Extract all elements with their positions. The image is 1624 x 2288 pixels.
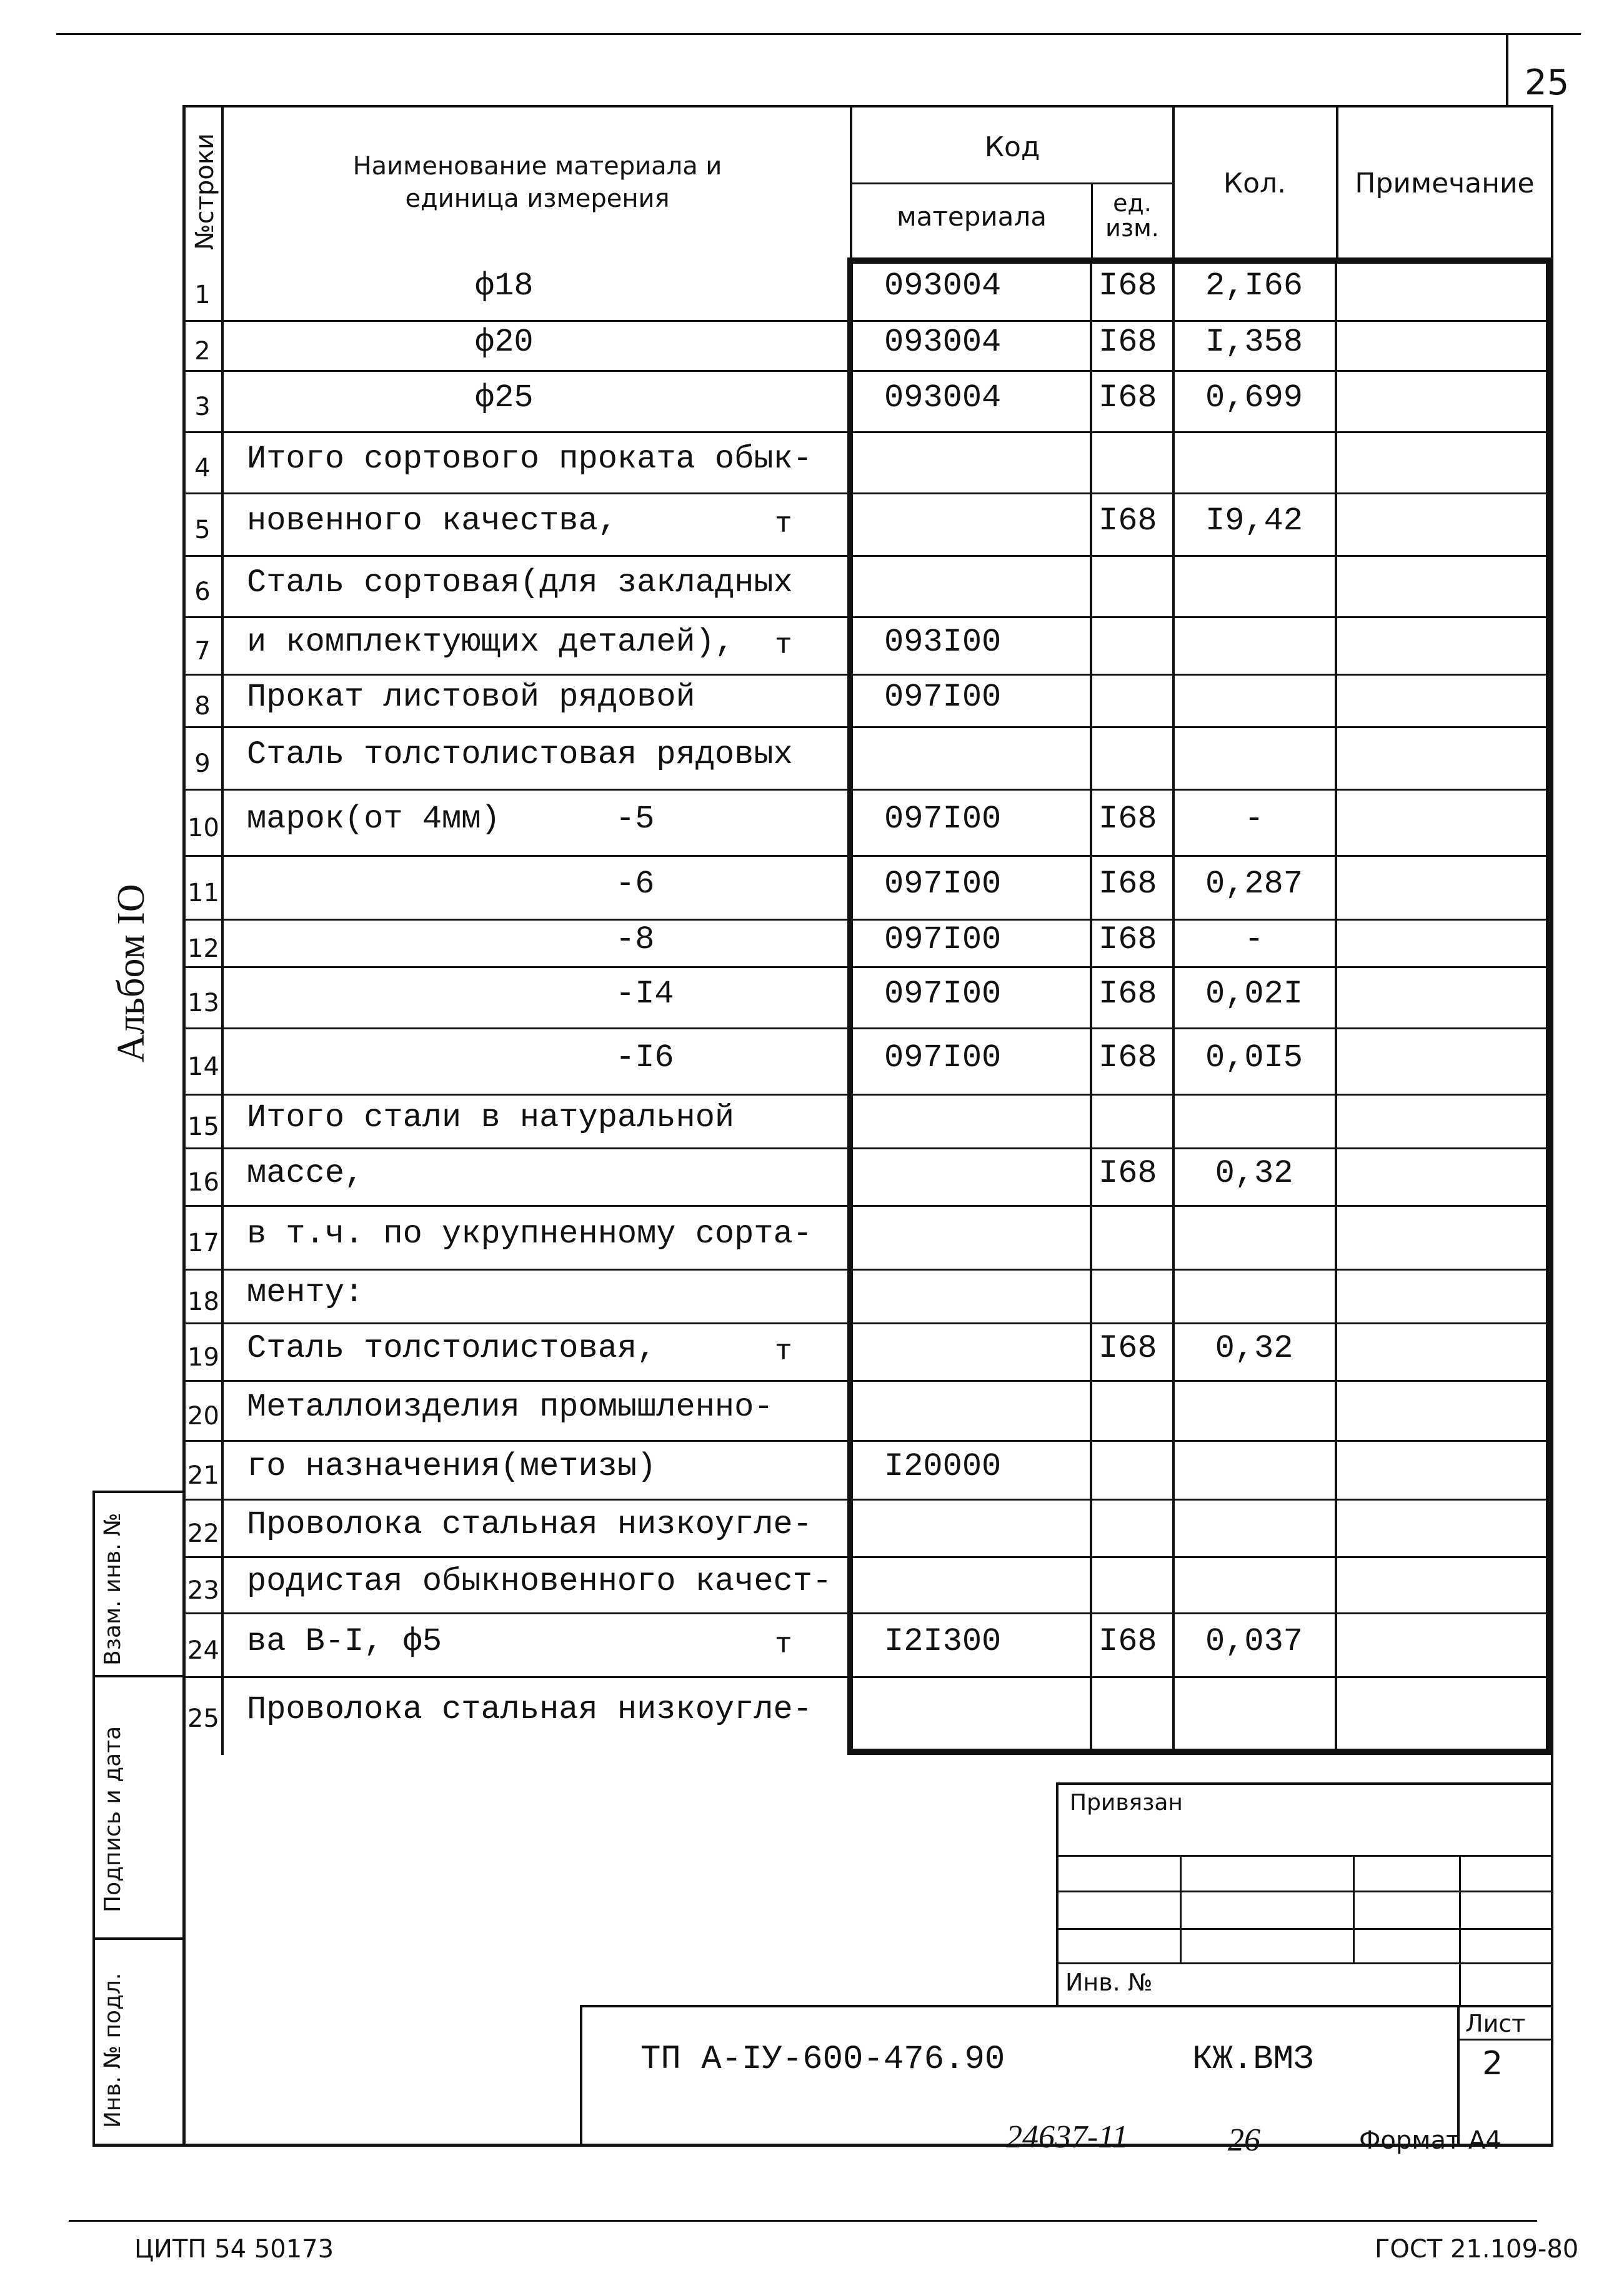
row-name: и комплектующих деталей),: [247, 624, 735, 661]
stamp-sign: Подпись и дата: [100, 1726, 126, 1912]
row-name: Сталь сортовая(для закладных: [247, 564, 793, 601]
row-thickness: -I4: [615, 976, 674, 1012]
header-code-material: материала: [896, 201, 1047, 232]
row-quantity: 2,I66: [1205, 267, 1303, 304]
header-note: Примечание: [1355, 167, 1535, 199]
row-material-code: 093004: [884, 324, 1002, 361]
row-name: марок(от 4мм): [247, 801, 501, 837]
row-name: Сталь толстолистовая рядовых: [247, 736, 793, 773]
row-quantity: I,358: [1205, 324, 1303, 361]
row-unit-t: т: [775, 629, 792, 662]
row-material-code: 097I00: [884, 679, 1002, 716]
row-unit-code: I68: [1098, 1155, 1157, 1192]
row-number: 23: [187, 1576, 219, 1605]
row-quantity: 0,32: [1215, 1155, 1293, 1192]
row-number: 2: [194, 337, 211, 366]
sheet-label: Лист: [1465, 2010, 1526, 2037]
row-name: Проволока стальная низкоугле-: [247, 1691, 812, 1728]
row-name: в т.ч. по укрупненному сорта-: [247, 1216, 812, 1252]
row-number: 9: [194, 749, 211, 778]
row-number: 8: [194, 692, 211, 721]
header-code-unit: ед. изм.: [1105, 189, 1159, 242]
row-name: новенного качества,: [247, 502, 617, 539]
header-name: Наименование материала и единица измерения: [352, 152, 722, 213]
row-material-code: 097I00: [884, 921, 1002, 958]
row-quantity: 0,0I5: [1205, 1039, 1303, 1076]
page-number: 25: [1525, 62, 1570, 103]
row-number: 21: [187, 1461, 219, 1490]
row-number: 12: [187, 934, 219, 963]
row-number: 10: [187, 814, 219, 842]
row-material-code: 097I00: [884, 1039, 1002, 1076]
format-label: Формат А4: [1359, 2126, 1502, 2155]
row-number: 22: [187, 1519, 219, 1548]
row-number: 7: [194, 637, 211, 666]
row-quantity: 0,037: [1205, 1623, 1303, 1660]
doc-number: ТП А-IУ-600-476.90: [640, 2041, 1005, 2079]
row-number: 6: [194, 577, 211, 606]
row-unit-code: I68: [1098, 1623, 1157, 1660]
row-quantity: -: [1244, 921, 1264, 958]
row-number: 4: [194, 454, 211, 482]
row-number: 11: [187, 879, 219, 907]
row-material-code: 093004: [884, 379, 1002, 416]
sheet-number: 2: [1482, 2045, 1503, 2082]
row-unit-code: I68: [1098, 866, 1157, 902]
row-name: ф25: [475, 379, 534, 416]
row-number: 19: [187, 1343, 219, 1372]
row-number: 24: [187, 1636, 219, 1665]
row-material-code: 093004: [884, 267, 1002, 304]
row-quantity: -: [1244, 801, 1264, 837]
row-thickness: -I6: [615, 1039, 674, 1076]
row-unit-code: I68: [1098, 379, 1157, 416]
row-thickness: -8: [615, 921, 655, 958]
handwritten-number-2: 26: [1228, 2122, 1260, 2158]
row-number: 5: [194, 516, 211, 544]
row-name: массе,: [247, 1155, 364, 1192]
footer-left: ЦИТП 54 50173: [134, 2235, 334, 2264]
row-name: Итого сортового проката обык-: [247, 441, 812, 477]
row-unit-t: т: [775, 1336, 792, 1368]
row-name: Проволока стальная низкоугле-: [247, 1506, 812, 1543]
stamp-swap: Взам. инв. №: [100, 1512, 126, 1666]
row-number: 20: [187, 1402, 219, 1431]
row-name: го назначения(метизы): [247, 1448, 657, 1485]
row-number: 1: [194, 281, 211, 309]
row-material-code: 093I00: [884, 624, 1002, 661]
row-number: 16: [187, 1168, 219, 1197]
row-name: менту:: [247, 1274, 364, 1311]
row-material-code: 097I00: [884, 866, 1002, 902]
row-unit-t: т: [775, 508, 792, 541]
album-label: Альбом IO: [110, 884, 152, 1062]
row-number: 3: [194, 392, 211, 421]
row-number: 17: [187, 1229, 219, 1257]
row-quantity: I9,42: [1205, 502, 1303, 539]
row-unit-code: I68: [1098, 976, 1157, 1012]
row-name: Итого стали в натуральной: [247, 1099, 735, 1136]
row-quantity: 0,32: [1215, 1330, 1293, 1367]
row-quantity: 0,699: [1205, 379, 1303, 416]
row-unit-code: I68: [1098, 267, 1157, 304]
row-number: 13: [187, 989, 219, 1017]
row-quantity: 0,287: [1205, 866, 1303, 902]
stamp-inv: Инв. № подл.: [100, 1972, 126, 2128]
header-qty: Кол.: [1223, 167, 1287, 199]
row-material-code: I20000: [884, 1448, 1002, 1485]
row-name: ф20: [475, 324, 534, 361]
row-name: Металлоизделия промышленно-: [247, 1389, 774, 1426]
row-quantity: 0,02I: [1205, 976, 1303, 1012]
footer-right: ГОСТ 21.109-80: [1375, 2235, 1579, 2264]
row-material-code: 097I00: [884, 801, 1002, 837]
row-number: 18: [187, 1287, 219, 1316]
row-material-code: I2I300: [884, 1623, 1002, 1660]
row-unit-t: т: [775, 1629, 792, 1661]
row-unit-code: I68: [1098, 324, 1157, 361]
row-thickness: -6: [615, 866, 655, 902]
doc-code: КЖ.ВМЗ: [1192, 2041, 1314, 2079]
row-unit-code: I68: [1098, 921, 1157, 958]
row-name: Сталь толстолистовая,: [247, 1330, 657, 1367]
row-number: 15: [187, 1112, 219, 1141]
row-name: ва В-I, ф5: [247, 1623, 442, 1660]
handwritten-number: 24637-11: [1006, 2119, 1128, 2155]
row-name: родистая обыкновенного качест-: [247, 1563, 832, 1600]
header-row-no: №строки: [191, 133, 219, 250]
row-material-code: 097I00: [884, 976, 1002, 1012]
row-number: 25: [187, 1704, 219, 1733]
header-code: Код: [984, 131, 1040, 163]
bound-label: Привязан: [1070, 1790, 1183, 1816]
inv-no-label: Инв. №: [1065, 1969, 1153, 1996]
row-name: Прокат листовой рядовой: [247, 679, 695, 716]
row-name: ф18: [475, 267, 534, 304]
row-unit-code: I68: [1098, 1039, 1157, 1076]
row-unit-code: I68: [1098, 801, 1157, 837]
row-unit-code: I68: [1098, 502, 1157, 539]
row-number: 14: [187, 1052, 219, 1081]
row-thickness: -5: [615, 801, 655, 837]
row-unit-code: I68: [1098, 1330, 1157, 1367]
